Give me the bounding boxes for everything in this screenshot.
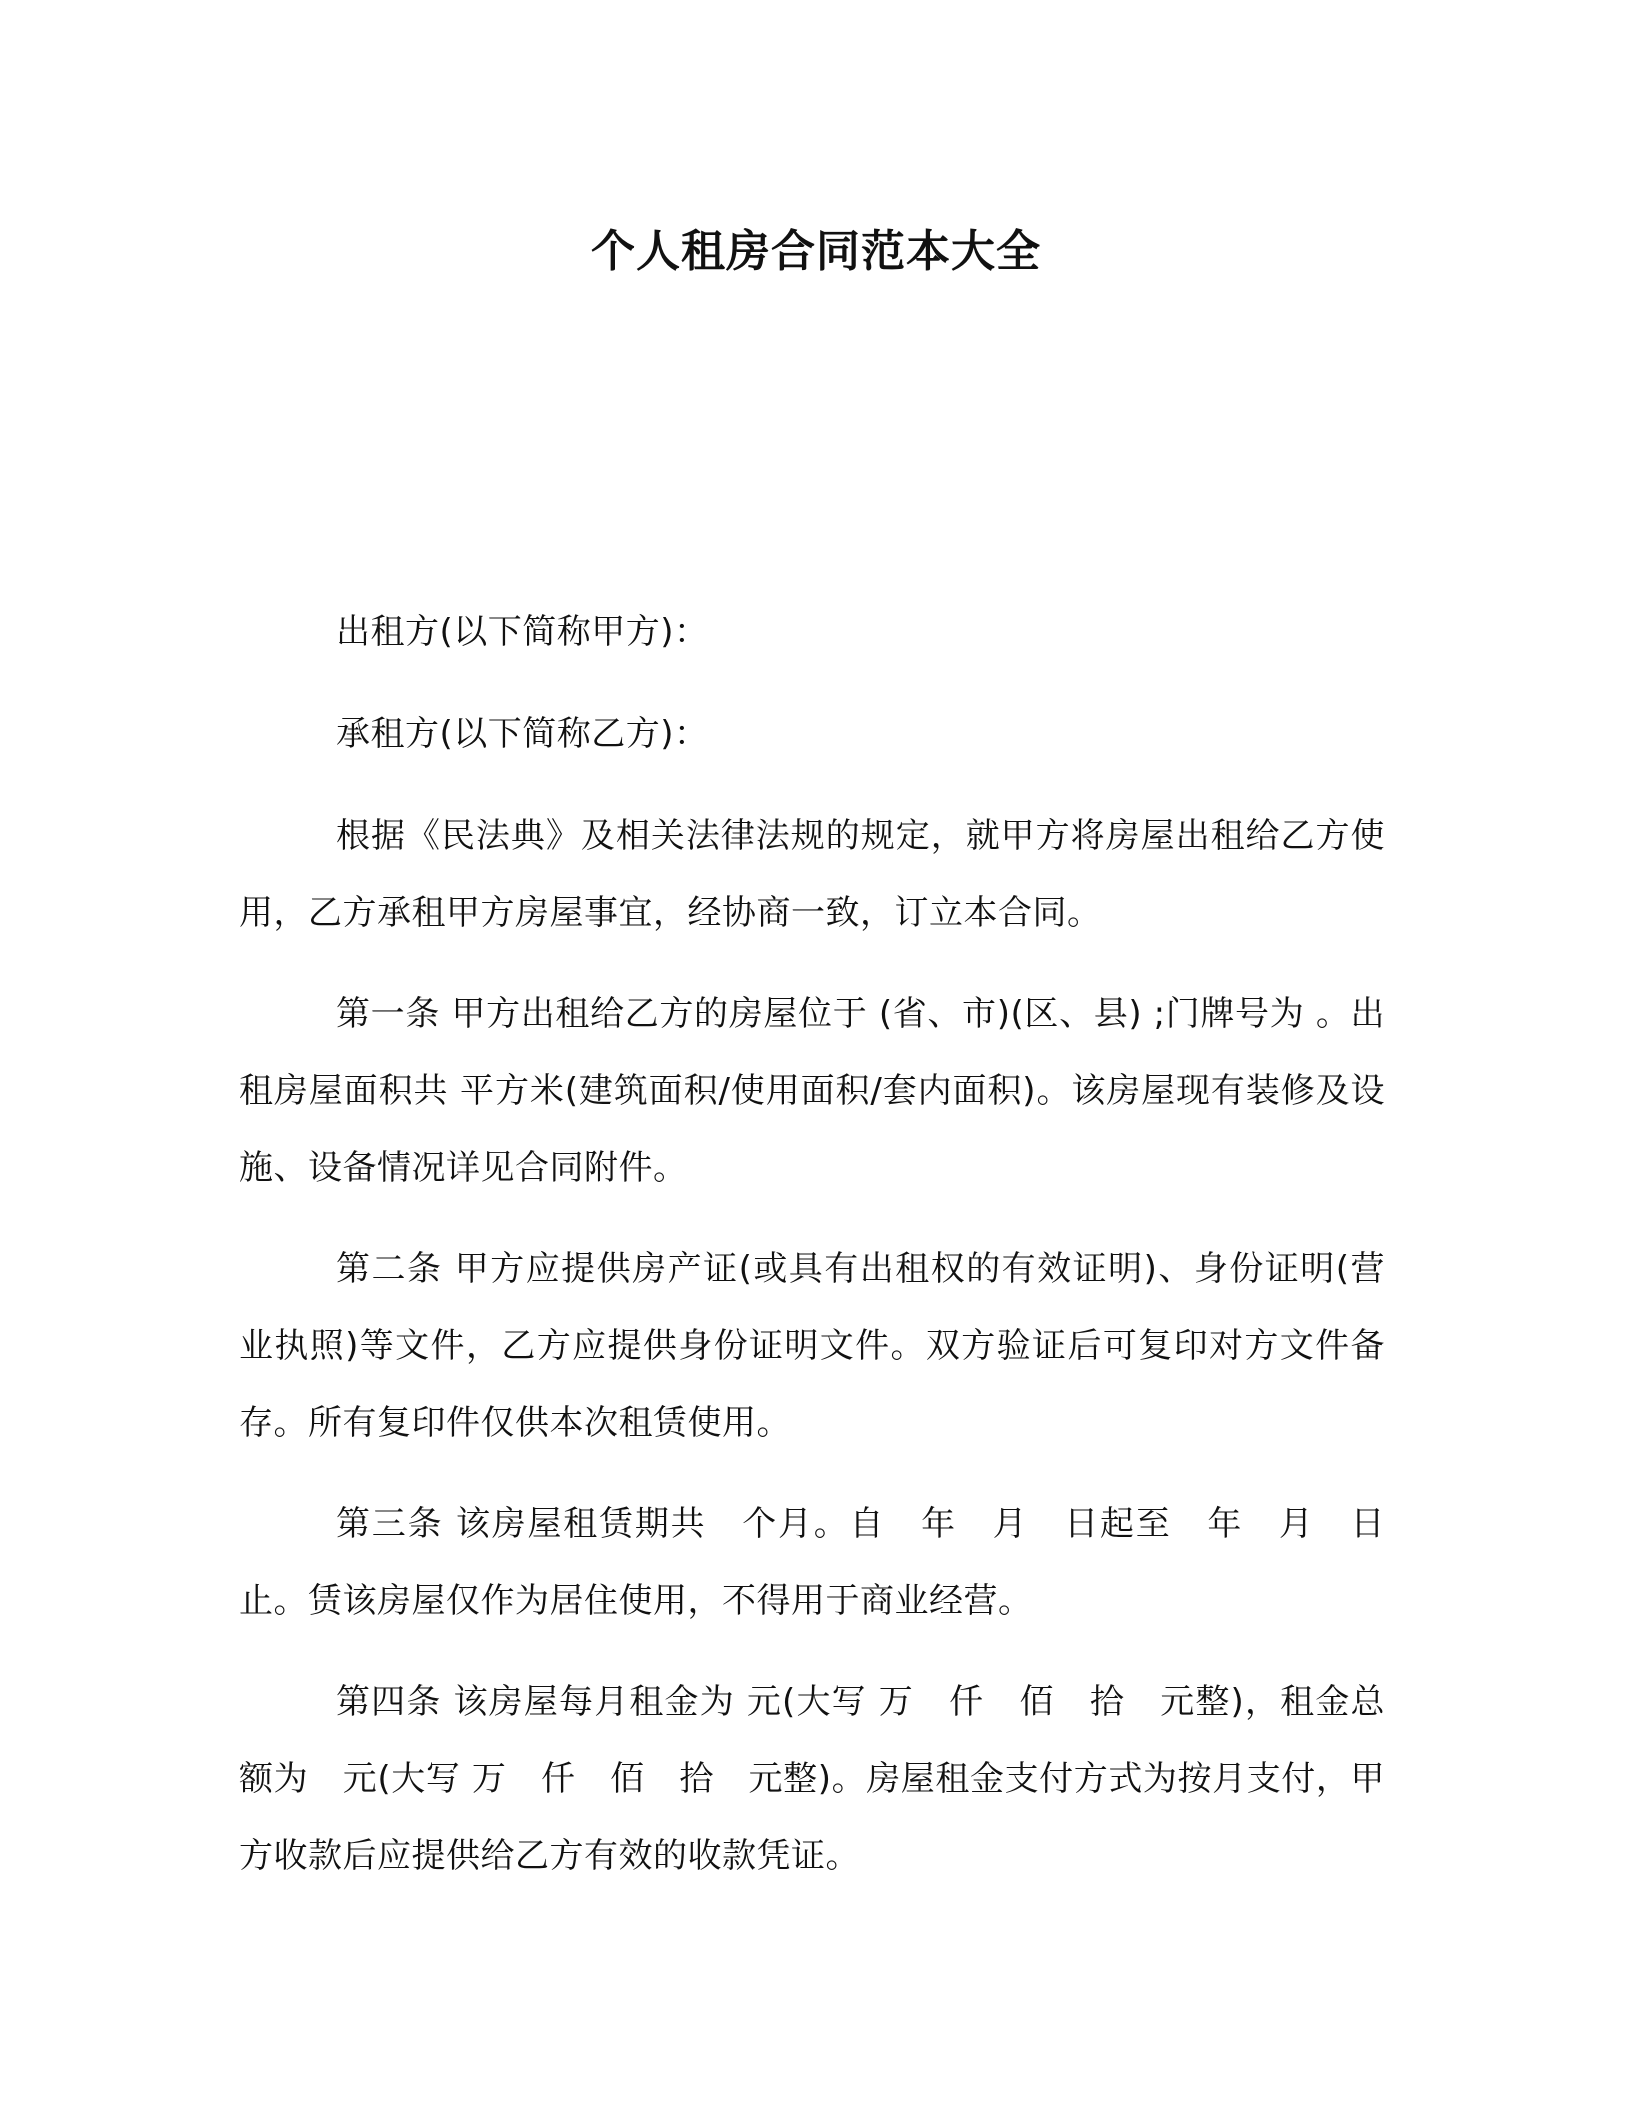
- document-body: [239, 594, 1385, 1919]
- article-3-paragraph: 第三条 该房屋租赁期共 个月。自 年 月 日起至 年 月 日止。赁该房屋仅作为居住使用，不得用于商业经营。: [239, 1504, 1385, 1621]
- article-2-paragraph: 第二条 甲方应提供房产证(或具有出租权的有效证明)、身份证明(营业执照)等文件，乙方应提供身份证明文件。双方验证后可复印对方文件备存。所有复印件仅供本次租赁使用。: [239, 1249, 1385, 1443]
- document-title: 个人租房合同范本大全: [591, 226, 1041, 277]
- lessor-line: 出租方(以下简称甲方)：: [336, 612, 709, 652]
- lessee-line: 承租方(以下简称乙方)：: [336, 714, 709, 754]
- article-4-paragraph: 第四条 该房屋每月租金为 元(大写 万 仟 佰 拾 元整)，租金总额为 元(大写 万 仟 佰 拾 元整)。房屋租金支付方式为按月支付，甲方收款后应提供给乙方有效的收款凭证。: [239, 1682, 1385, 1876]
- preamble-paragraph: 根据《民法典》及相关法律法规的规定，就甲方将房屋出租给乙方使用，乙方承租甲方房屋事宜，经协商一致，订立本合同。: [239, 816, 1385, 933]
- article-1-paragraph: 第一条 甲方出租给乙方的房屋位于 (省、市)(区、县) ;门牌号为 。出租房屋面积共 平方米(建筑面积/使用面积/套内面积)。该房屋现有装修及设施、设备情况详见合同附件。: [239, 994, 1385, 1188]
